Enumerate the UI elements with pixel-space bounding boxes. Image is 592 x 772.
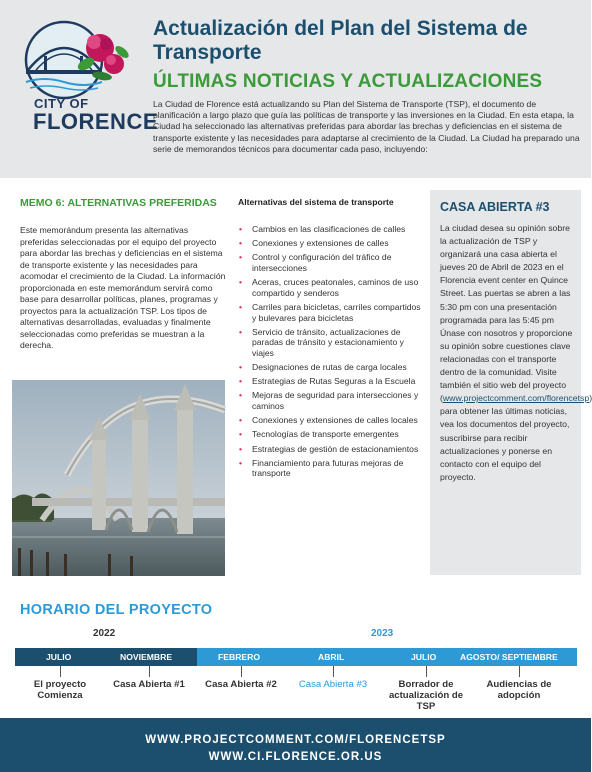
list-item <box>238 362 423 373</box>
list-item-text: Servicio de tránsito, actualizaciones de paradas de tránsito y estacionamiento y viajes <box>252 326 404 358</box>
timeline-tick <box>426 666 427 677</box>
open-house-panel <box>430 190 592 575</box>
bullet-icon: • <box>239 390 243 401</box>
city-logo <box>14 18 158 134</box>
bullet-icon: • <box>239 443 243 454</box>
open-house-text-after: ) para obtener las últimas noticias, vea los documentos del proyecto, suscribirse para recibir actualizaciones y ponerse en contacto con el equipo del proyecto. <box>440 393 592 482</box>
list-item-text: Financiamiento para futuras mejoras de transporte <box>252 457 404 479</box>
bullet-icon: • <box>239 376 243 387</box>
alternatives-title: Alternativas del sistema de transporte <box>238 197 394 207</box>
memo-body: Este memorándum presenta las alternativas preferidas seleccionadas por el equipo del proyecto para abordar las brechas y deficiencias en el sistema de transporte existente y las necesidades para acomodar el crecimiento de la Ciudad. La información proporcionada en este memorándum servirá como base para desarrollar políticas, planes, programas y proyectos para la actualización TSP. Los tipos de alternativas desarrolladas, evaluadas y finalmente seleccionadas como preferidas se muestran a la derecha. <box>20 225 226 350</box>
alternatives-list <box>238 224 423 483</box>
footer-link-city[interactable]: WWW.CI.FLORENCE.OR.US <box>208 751 383 763</box>
open-house-body <box>440 222 592 484</box>
timeline-tick <box>60 666 61 677</box>
page-title: Actualización del Plan del Sistema de Transporte <box>153 17 528 64</box>
bullet-icon: • <box>239 224 243 234</box>
header-band <box>0 0 591 178</box>
timeline-month: AGOSTO/ SEPTIEMBRE <box>460 652 558 662</box>
bullet-icon: • <box>239 362 243 373</box>
bullet-icon: • <box>239 277 243 288</box>
list-item <box>238 224 423 235</box>
timeline-event-current: Casa Abierta #3 <box>298 679 368 690</box>
list-item-text: Designaciones de rutas de carga locales <box>252 362 407 373</box>
list-item-text: Tecnologías de transporte emergentes <box>252 429 399 440</box>
timeline-month: ABRIL <box>318 652 345 662</box>
logo-city-text: CITY OF <box>34 96 89 111</box>
list-item-text: Mejoras de seguridad para intersecciones y caminos <box>252 390 419 412</box>
timeline-month: FEBRERO <box>218 652 261 662</box>
list-item <box>238 277 423 298</box>
timeline-tick <box>333 666 334 677</box>
bridge-photo-icon <box>12 380 225 576</box>
open-house-text-before: La ciudad desea su opinión sobre la actualización de TSP y organizará una casa abierta el jueves 20 de Abril de 2023 en el Florencia event center en Quince Street. Las puertas se abren a las 5:30 pm con una presentación programada para las 5:45 pm Únase con nosotros y proporcione su opinión sobre cuestiones clave relacionadas con el transporte dentro de la comunidad. Visite también el sitio web del proyecto ( <box>440 223 573 404</box>
memo-title: MEMO 6: ALTERNATIVAS PREFERIDAS <box>20 197 217 209</box>
bullet-icon: • <box>239 429 243 440</box>
list-item <box>238 327 423 359</box>
list-item-text: Aceras, cruces peatonales, caminos de uso compartido y senderos <box>252 277 419 298</box>
timeline-month: JULIO <box>411 652 437 662</box>
list-item-text: Carriles para bicicletas, carriles compartidos y bulevares para bicicletas <box>252 301 421 323</box>
list-item <box>238 238 423 249</box>
footer-link-project[interactable]: WWW.PROJECTCOMMENT.COM/FLORENCETSP <box>145 734 446 746</box>
project-website-link[interactable]: www.projectcomment.com/florencetsp <box>442 393 590 404</box>
list-item-text: Conexiones y extensiones de calles <box>252 238 389 249</box>
timeline-event: Casa Abierta #1 <box>113 679 185 690</box>
bullet-icon: • <box>239 326 243 337</box>
list-item <box>238 302 423 323</box>
list-item <box>238 458 423 479</box>
list-item <box>238 429 423 440</box>
bullet-icon: • <box>239 457 243 468</box>
bullet-icon: • <box>239 238 243 249</box>
list-item <box>238 444 423 455</box>
list-item <box>238 376 423 387</box>
timeline-event: El proyecto Comienza <box>33 679 87 702</box>
timeline-event: Borrador de actualización de TSP <box>388 679 464 713</box>
bullet-icon: • <box>239 252 243 263</box>
list-item-text: Conexiones y extensiones de calles locales <box>252 415 418 426</box>
timeline-tick <box>149 666 150 677</box>
list-item-text: Cambios en las clasificaciones de calles <box>252 224 406 234</box>
list-item-text: Estrategias de gestión de estacionamientos <box>252 443 419 454</box>
list-item-text: Control y configuración del tráfico de intersecciones <box>252 252 392 273</box>
year-2022-label: 2022 <box>93 628 116 639</box>
schedule-title: HORARIO DEL PROYECTO <box>20 602 213 618</box>
footer-band <box>0 718 591 772</box>
bullet-icon: • <box>239 301 243 312</box>
timeline-month: NOVIEMBRE <box>120 652 173 662</box>
year-2023-label: 2023 <box>371 628 394 639</box>
open-house-title: CASA ABIERTA #3 <box>440 200 550 214</box>
timeline-tick <box>241 666 242 677</box>
page-subtitle: ÚLTIMAS NOTICIAS Y ACTUALIZACIONES <box>153 71 543 92</box>
timeline-event: Casa Abierta #2 <box>205 679 277 690</box>
list-item <box>238 252 423 273</box>
bullet-icon: • <box>239 415 243 426</box>
intro-paragraph: La Ciudad de Florence está actualizando su Plan del Sistema de Transporte (TSP), el documento de planificación a largo plazo que guía las políticas de transporte y las inversiones en la Ciudad. En esta etapa, la Ciudad ha seleccionado las alternativas preferidas para abordar las brechas y deficiencias en el sistema de transporte existente y las necesidades para adaptarse al crecimiento de la Ciudad. La Ciudad ha preparado una serie de memorandos técnicos para documentar cada paso, incluyendo: <box>153 99 580 154</box>
list-item <box>238 390 423 411</box>
logo-florence-text: FLORENCE <box>33 109 158 134</box>
bridge-rose-logo-icon <box>14 18 136 98</box>
timeline-month: JULIO <box>46 652 72 662</box>
list-item <box>238 415 423 426</box>
timeline-event: Audiencias de adopción <box>486 679 552 702</box>
timeline-tick <box>519 666 520 677</box>
bridge-photo <box>12 380 225 576</box>
list-item-text: Estrategias de Rutas Seguras a la Escuela <box>252 376 416 387</box>
